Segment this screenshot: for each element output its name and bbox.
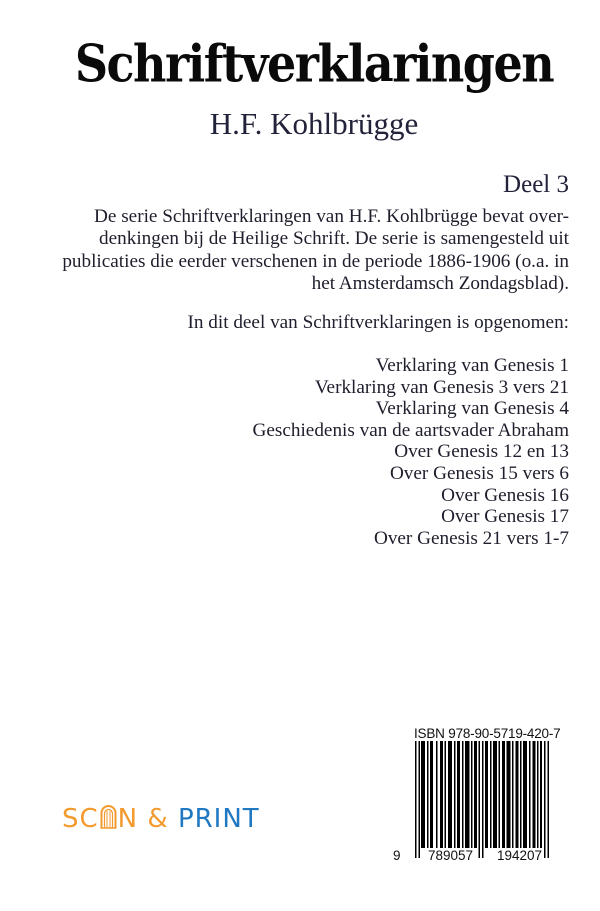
contents-item: Verklaring van Genesis 3 vers 21 [314,376,569,398]
description-line: het Amsterdamsch Zondagsblad). [311,272,569,294]
barcode-left-digits: 789057 [428,848,474,863]
logo-text-n: N [117,804,139,834]
contents-item: Over Genesis 15 vers 6 [389,462,569,484]
description-line: De serie Schriftverklaringen van H.F. Kohlbrügge bevat over- [94,206,569,227]
contents-item: Over Genesis 12 en 13 [394,441,569,463]
book-a-icon [100,804,117,829]
series-title: Schriftverklaringen [74,33,554,94]
contents-intro: In dit deel van Schriftverklaringen is opgenomen: [187,312,569,333]
contents-item: Over Genesis 21 vers 1-7 [373,527,569,549]
contents-list [253,355,569,549]
description-line: denkingen bij de Heilige Schrift. De serie is samengesteld uit [99,228,569,250]
barcode-lead-digit: 9 [393,848,401,863]
volume-number: Deel 3 [503,171,569,198]
contents-item: Verklaring van Genesis 1 [375,355,569,376]
publisher-logo [62,803,260,835]
logo-text-print: PRINT [177,804,260,834]
contents-item: Verklaring van Genesis 4 [375,398,569,420]
barcode-right-digits: 194207 [497,848,543,863]
description-line: publicaties die eerder verschenen in de periode 1886-1906 (o.a. in [62,250,569,272]
logo-ampersand: & [147,804,169,834]
logo-text-sc: SC [62,804,99,834]
isbn-label: ISBN 978-90-5719-420-7 [414,726,561,741]
contents-item: Over Genesis 17 [441,506,569,528]
contents-item: Geschiedenis van de aartsvader Abraham [252,419,569,441]
isbn-barcode [393,741,555,866]
series-description [60,206,569,295]
contents-item: Over Genesis 16 [441,484,569,506]
author-name: H.F. Kohlbrügge [209,106,419,141]
